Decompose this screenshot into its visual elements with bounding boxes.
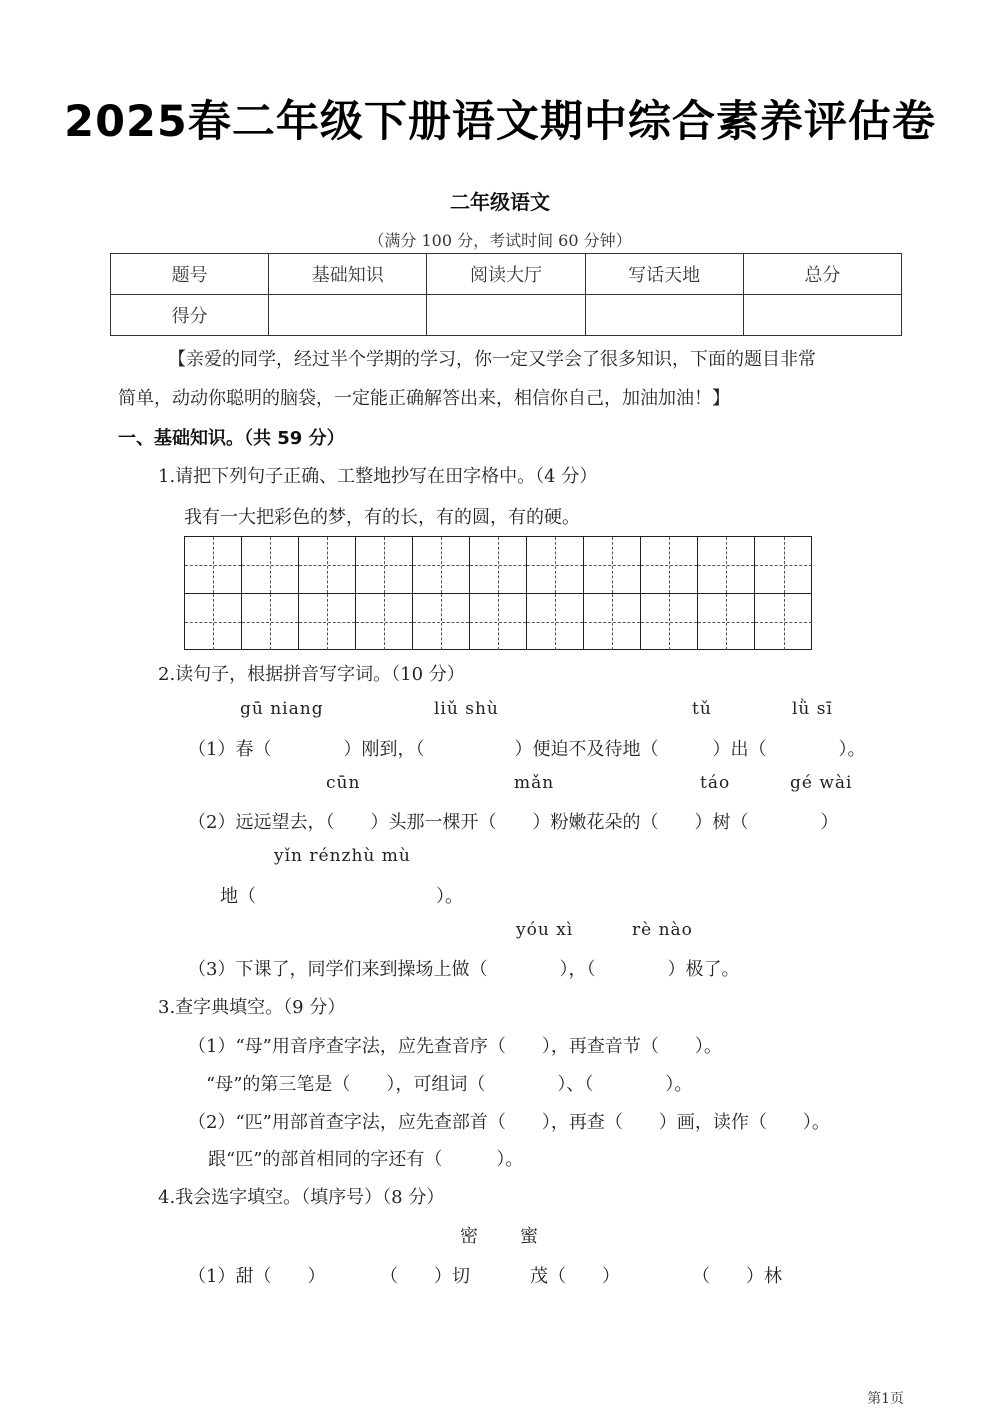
grid-guide-horizontal xyxy=(641,622,697,623)
pinyin: tǔ xyxy=(692,699,712,719)
grid-guide-horizontal xyxy=(470,622,526,623)
grid-guide-horizontal xyxy=(185,565,241,566)
page-number: 第1页 xyxy=(867,1391,904,1407)
score-table-header: 阅读大厅 xyxy=(427,254,585,295)
tianzige-cell[interactable] xyxy=(413,594,470,650)
question-1-sentence: 我有一大把彩色的梦，有的长，有的圆，有的硬。 xyxy=(184,507,580,528)
fill-blank[interactable]: 茂（ ） xyxy=(530,1266,620,1287)
tianzige-cell[interactable] xyxy=(470,594,527,650)
question-3-line-1[interactable]: （1）“母”用音序查字法，应先查音序（ ），再查音节（ ）。 xyxy=(188,1036,722,1057)
score-table-header: 总分 xyxy=(743,254,901,295)
score-table-header: 基础知识 xyxy=(269,254,427,295)
grid-guide-horizontal xyxy=(299,622,355,623)
tianzige-grid[interactable] xyxy=(184,536,812,650)
tianzige-cell[interactable] xyxy=(698,537,755,593)
tianzige-cell[interactable] xyxy=(755,594,812,650)
pinyin: táo xyxy=(700,773,731,793)
score-table-header: 写话天地 xyxy=(585,254,743,295)
grid-guide-horizontal xyxy=(584,622,640,623)
intro-line-2: 简单，动动你聪明的脑袋，一定能正确解答出来，相信你自己，加油加油！】 xyxy=(118,388,730,409)
grid-guide-horizontal xyxy=(413,622,469,623)
question-3-text: 3.查字典填空。（9 分） xyxy=(158,997,346,1018)
pinyin: gé wài xyxy=(790,773,853,793)
question-2-sentence-2b[interactable]: 地（ ）。 xyxy=(220,886,463,907)
choice-char: 密 xyxy=(460,1226,478,1247)
fill-blank[interactable]: （ ）切 xyxy=(380,1266,470,1287)
grid-guide-horizontal xyxy=(356,565,412,566)
score-cell[interactable] xyxy=(585,295,743,336)
exam-info: （满分 100 分，考试时间 60 分钟） xyxy=(368,231,632,250)
grid-guide-horizontal xyxy=(698,622,754,623)
tianzige-cell[interactable] xyxy=(185,537,242,593)
grid-guide-horizontal xyxy=(641,565,697,566)
tianzige-cell[interactable] xyxy=(242,537,299,593)
tianzige-cell[interactable] xyxy=(698,594,755,650)
tianzige-cell[interactable] xyxy=(527,594,584,650)
fill-blank[interactable]: （1）甜（ ） xyxy=(188,1266,326,1287)
tianzige-cell[interactable] xyxy=(185,594,242,650)
tianzige-cell[interactable] xyxy=(641,594,698,650)
grid-guide-horizontal xyxy=(527,565,583,566)
exam-subtitle: 二年级语文 xyxy=(450,190,550,214)
grid-guide-horizontal xyxy=(242,622,298,623)
grid-guide-horizontal xyxy=(755,622,812,623)
question-3-line-2[interactable]: “母”的第三笔是（ ），可组词（ ）、（ ）。 xyxy=(206,1074,693,1095)
pinyin: rè nào xyxy=(632,920,693,940)
intro-line-1: 【亲爱的同学，经过半个学期的学习，你一定又学会了很多知识，下面的题目非常 xyxy=(168,349,816,370)
question-2-text: 2.读句子，根据拼音写字词。（10 分） xyxy=(158,664,465,685)
score-table-score-row xyxy=(111,295,902,336)
tianzige-cell[interactable] xyxy=(584,537,641,593)
pinyin: cūn xyxy=(326,773,361,793)
score-table-header: 题号 xyxy=(111,254,269,295)
grid-guide-horizontal xyxy=(698,565,754,566)
tianzige-cell[interactable] xyxy=(641,537,698,593)
page-title: 2025春二年级下册语文期中综合素养评估卷 xyxy=(64,97,936,147)
grid-guide-horizontal xyxy=(755,565,812,566)
pinyin: liǔ shù xyxy=(434,699,499,719)
tianzige-cell[interactable] xyxy=(584,594,641,650)
grid-guide-horizontal xyxy=(299,565,355,566)
score-row-label: 得分 xyxy=(111,295,269,336)
grid-guide-horizontal xyxy=(584,565,640,566)
question-2-sentence-3[interactable]: （3）下课了，同学们来到操场上做（ ），（ ）极了。 xyxy=(188,959,740,980)
tianzige-cell[interactable] xyxy=(299,537,356,593)
section-1-title: 一、基础知识。（共 59 分） xyxy=(118,428,345,449)
score-table xyxy=(110,253,902,336)
tianzige-cell[interactable] xyxy=(755,537,812,593)
question-1-text: 1.请把下列句子正确、工整地抄写在田字格中。（4 分） xyxy=(158,466,598,487)
score-table-header-row xyxy=(111,254,902,295)
tianzige-cell[interactable] xyxy=(413,537,470,593)
score-cell[interactable] xyxy=(743,295,901,336)
pinyin: gū niang xyxy=(240,699,324,719)
grid-guide-horizontal xyxy=(356,622,412,623)
question-3-line-3[interactable]: （2）“匹”用部首查字法，应先查部首（ ），再查（ ）画，读作（ ）。 xyxy=(188,1112,830,1133)
tianzige-cell[interactable] xyxy=(470,537,527,593)
question-3-line-4[interactable]: 跟“匹”的部首相同的字还有（ ）。 xyxy=(208,1149,524,1170)
choice-char: 蜜 xyxy=(520,1226,538,1247)
grid-row xyxy=(185,593,811,650)
grid-row xyxy=(185,537,811,593)
grid-guide-horizontal xyxy=(527,622,583,623)
grid-guide-horizontal xyxy=(185,622,241,623)
grid-guide-horizontal xyxy=(242,565,298,566)
question-2-sentence-2[interactable]: （2）远远望去，（ ）头那一棵开（ ）粉嫩花朵的（ ）树（ ） xyxy=(188,812,839,833)
pinyin: yóu xì xyxy=(516,920,574,940)
score-cell[interactable] xyxy=(427,295,585,336)
tianzige-cell[interactable] xyxy=(299,594,356,650)
tianzige-cell[interactable] xyxy=(242,594,299,650)
tianzige-cell[interactable] xyxy=(356,594,413,650)
grid-guide-horizontal xyxy=(413,565,469,566)
fill-blank[interactable]: （ ）林 xyxy=(692,1266,782,1287)
pinyin: lǜ sī xyxy=(792,699,833,719)
pinyin: mǎn xyxy=(514,773,555,793)
question-4-text: 4.我会选字填空。（填序号）（8 分） xyxy=(158,1187,445,1208)
question-2-sentence-1[interactable]: （1）春（ ）刚到，（ ）便迫不及待地（ ）出（ ）。 xyxy=(188,739,866,760)
tianzige-cell[interactable] xyxy=(356,537,413,593)
grid-guide-horizontal xyxy=(470,565,526,566)
score-cell[interactable] xyxy=(269,295,427,336)
pinyin: yǐn rénzhù mù xyxy=(274,846,411,866)
tianzige-cell[interactable] xyxy=(527,537,584,593)
